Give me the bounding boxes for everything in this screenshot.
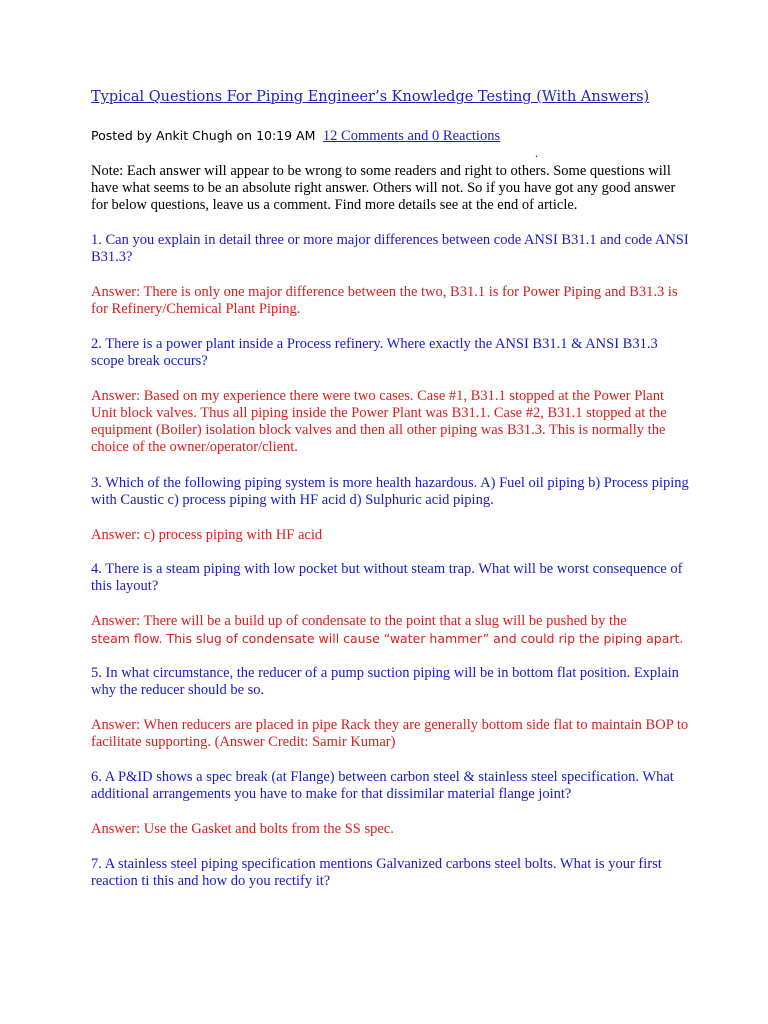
answer-2: Answer: Based on my experience there were two cases. Case #1, B31.1 stopped at the Power Plant Unit block valves. Thus all piping inside the Power Plant was B31.1. Case #2, B31.1 stopped at the equipment (Boiler) isolation block valves and then all other piping was B31.3. This is normally the choice of the owner/operator/client. — [91, 388, 667, 455]
question-4: 4. There is a steam piping with low pocket but without steam trap. What will be worst consequence of this layout? — [91, 561, 683, 594]
question-1: 1. Can you explain in detail three or more major differences between code ANSI B31.1 and code ANSI B31.3? — [91, 232, 689, 265]
note-paragraph: Note: Each answer will appear to be wrong to some readers and right to others. Some questions will have what seems to be an absolute right answer. Others will not. So if you have got any good answer for below questions, leave us a comment. Find more details see at the end of article. — [91, 163, 676, 213]
question-7: 7. A stainless steel piping specification mentions Galvanized carbons steel bolts. What is your first reaction ti this and how do you rectify it? — [91, 856, 662, 889]
comments-link[interactable]: 12 Comments and 0 Reactions — [322, 128, 501, 144]
answer-4 — [91, 613, 691, 647]
question-5: 5. In what circumstance, the reducer of a pump suction piping will be in bottom flat position. Explain why the reducer should be so. — [91, 665, 679, 698]
answer-5: Answer: When reducers are placed in pipe Rack they are generally bottom side flat to maintain BOP to facilitate supporting. (Answer Credit: Samir Kumar) — [91, 717, 689, 750]
answer-4-line-1: Answer: There will be a build up of condensate to the point that a slug will be pushed by the — [91, 613, 627, 629]
question-3: 3. Which of the following piping system is more health hazardous. A) Fuel oil piping b) Process piping with Caustic c) process piping with HF acid d) Sulphuric acid piping. — [91, 475, 689, 508]
answer-6: Answer: Use the Gasket and bolts from the SS spec. — [91, 821, 394, 837]
answer-4-line-2: steam flow. This slug of condensate will cause “water hammer” and could rip the piping apart. — [91, 631, 684, 646]
answer-1: Answer: There is only one major difference between the two, B31.1 is for Power Piping and B31.3 is for Refinery/Chemical Plant Piping. — [91, 284, 678, 317]
answer-3: Answer: c) process piping with HF acid — [91, 527, 323, 543]
article-title[interactable]: Typical Questions For Piping Engineer’s Knowledge Testing (With Answers) — [91, 89, 650, 105]
question-2: 2. There is a power plant inside a Process refinery. Where exactly the ANSI B31.1 & ANSI B31.3 scope break occurs? — [91, 336, 658, 369]
byline-text: Posted by Ankit Chugh on 10:19 AM — [91, 128, 316, 143]
byline — [91, 128, 500, 145]
question-6: 6. A P&ID shows a spec break (at Flange) between carbon steel & stainless steel specification. What additional arrangements you have to make for that dissimilar material flange joint? — [91, 769, 674, 802]
stray-dot: . — [535, 146, 538, 160]
